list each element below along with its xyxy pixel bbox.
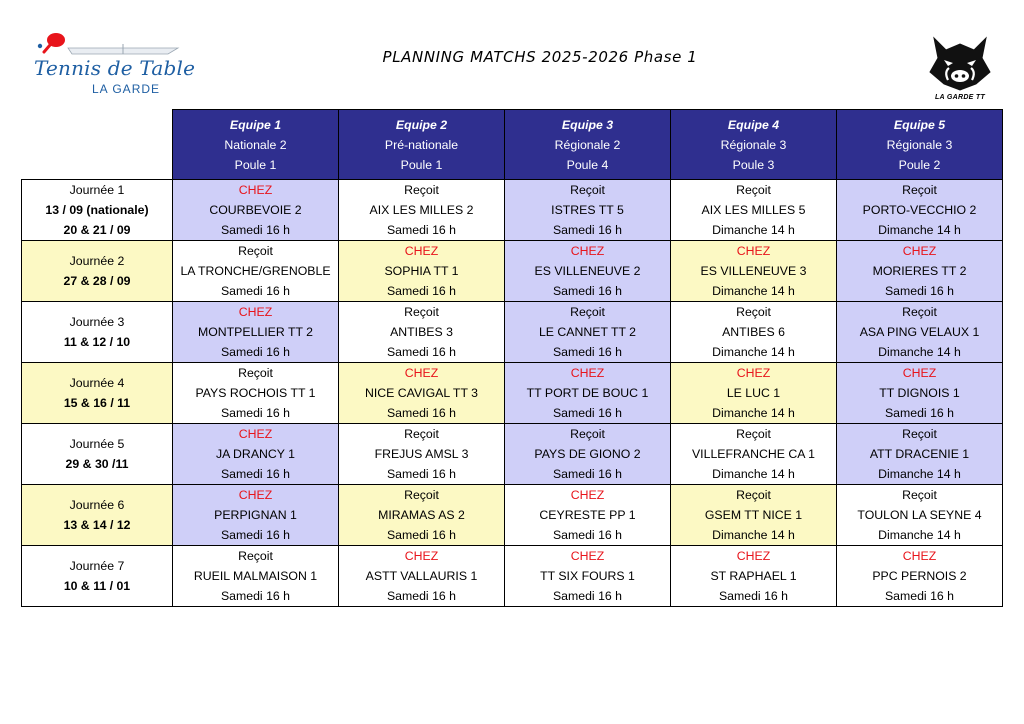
match-time: Samedi 16 h [386, 345, 457, 359]
match-time: Dimanche 14 h [878, 345, 961, 359]
team-division: Régionale 3 [720, 137, 787, 152]
match-opponent: MONTPELLIER TT 2 [197, 325, 314, 339]
match-cell [671, 546, 837, 607]
match-status: Reçoit [238, 244, 273, 258]
match-cell [505, 424, 671, 485]
match-cell [837, 302, 1003, 363]
match-time: Samedi 16 h [552, 284, 623, 298]
match-status: Reçoit [736, 488, 771, 502]
match-cell [505, 485, 671, 546]
journee-cell [22, 302, 173, 363]
match-cell [339, 241, 505, 302]
match-time: Samedi 16 h [884, 406, 955, 420]
match-time: Samedi 16 h [220, 406, 291, 420]
journee-label: Journée 3 [69, 315, 125, 329]
journee-row [22, 180, 1003, 241]
journee-cell [22, 180, 173, 241]
match-opponent: ATT DRACENIE 1 [869, 447, 970, 461]
match-cell [339, 180, 505, 241]
journee-date: 20 & 21 / 09 [63, 223, 131, 237]
team-header [505, 110, 671, 180]
match-status: Reçoit [404, 427, 439, 441]
match-status: Reçoit [902, 305, 937, 319]
match-status: Reçoit [570, 427, 605, 441]
match-time: Samedi 16 h [220, 284, 291, 298]
club-logo [28, 30, 198, 100]
corner-cell [22, 110, 173, 180]
match-cell [671, 241, 837, 302]
match-opponent: PAYS DE GIONO 2 [534, 447, 641, 461]
match-cell [173, 546, 339, 607]
match-opponent: AIX LES MILLES 2 [369, 203, 474, 217]
match-status: CHEZ [404, 244, 439, 258]
team-header [339, 110, 505, 180]
journee-row [22, 241, 1003, 302]
match-time: Samedi 16 h [220, 345, 291, 359]
match-time: Samedi 16 h [386, 406, 457, 420]
match-cell [339, 363, 505, 424]
journee-date: 10 & 11 / 01 [63, 579, 131, 593]
match-opponent: TT SIX FOURS 1 [540, 569, 635, 583]
match-status: Reçoit [404, 183, 439, 197]
match-status: CHEZ [238, 427, 273, 441]
match-opponent: TT PORT DE BOUC 1 [526, 386, 649, 400]
match-cell [339, 546, 505, 607]
match-cell [173, 424, 339, 485]
match-time: Dimanche 14 h [712, 467, 795, 481]
match-time: Dimanche 14 h [712, 223, 795, 237]
match-opponent: FREJUS AMSL 3 [374, 447, 469, 461]
match-opponent: NICE CAVIGAL TT 3 [365, 386, 478, 400]
match-time: Samedi 16 h [552, 406, 623, 420]
match-time: Samedi 16 h [884, 589, 955, 603]
match-status: CHEZ [902, 244, 937, 258]
journee-cell [22, 363, 173, 424]
page-title: PLANNING MATCHS 2025-2026 Phase 1 [382, 48, 698, 66]
match-time: Samedi 16 h [386, 284, 457, 298]
match-opponent: PORTO-VECCHIO 2 [862, 203, 977, 217]
journee-date: 13 / 09 (nationale) [45, 203, 149, 217]
match-time: Dimanche 14 h [878, 528, 961, 542]
match-opponent: ES VILLENEUVE 3 [700, 264, 807, 278]
match-opponent: VILLEFRANCHE CA 1 [691, 447, 815, 461]
match-cell [837, 363, 1003, 424]
match-status: Reçoit [736, 305, 771, 319]
match-cell [339, 424, 505, 485]
team-name: Equipe 3 [561, 117, 614, 132]
match-status: Reçoit [404, 488, 439, 502]
match-cell [837, 546, 1003, 607]
match-status: CHEZ [238, 183, 273, 197]
boar-head-icon [920, 32, 1000, 94]
journee-label: Journée 4 [69, 376, 125, 390]
match-cell [339, 302, 505, 363]
team-division: Nationale 2 [224, 137, 287, 152]
match-cell [837, 180, 1003, 241]
match-time: Samedi 16 h [718, 589, 789, 603]
team-header [671, 110, 837, 180]
match-time: Dimanche 14 h [712, 406, 795, 420]
match-time: Samedi 16 h [552, 223, 623, 237]
match-opponent: COURBEVOIE 2 [209, 203, 302, 217]
match-time: Samedi 16 h [220, 589, 291, 603]
match-opponent: JA DRANCY 1 [215, 447, 296, 461]
match-status: Reçoit [404, 305, 439, 319]
match-time: Samedi 16 h [552, 528, 623, 542]
match-cell [505, 546, 671, 607]
match-cell [339, 485, 505, 546]
journee-label: Journée 2 [69, 254, 125, 268]
journee-label: Journée 5 [69, 437, 125, 451]
match-status: CHEZ [238, 488, 273, 502]
journee-date: 13 & 14 / 12 [63, 518, 131, 532]
match-opponent: ASA PING VELAUX 1 [859, 325, 980, 339]
match-opponent: SOPHIA TT 1 [384, 264, 459, 278]
club-mascot-caption: LA GARDE TT [934, 94, 986, 101]
journee-label: Journée 6 [69, 498, 125, 512]
match-time: Samedi 16 h [220, 223, 291, 237]
journee-row [22, 546, 1003, 607]
journee-date: 11 & 12 / 10 [63, 335, 131, 349]
match-time: Samedi 16 h [386, 467, 457, 481]
club-logo-sub: LA GARDE [92, 82, 161, 96]
team-header-row [22, 110, 1003, 180]
match-time: Samedi 16 h [386, 589, 457, 603]
match-opponent: ST RAPHAEL 1 [710, 569, 797, 583]
match-status: CHEZ [902, 366, 937, 380]
team-poule: Poule 1 [234, 157, 277, 172]
match-opponent: PERPIGNAN 1 [214, 508, 297, 522]
match-status: CHEZ [404, 549, 439, 563]
match-time: Dimanche 14 h [712, 345, 795, 359]
club-logo-name: Tennis de Table [34, 56, 196, 80]
match-cell [505, 302, 671, 363]
planning-table [21, 109, 1003, 607]
team-name: Equipe 4 [727, 117, 780, 132]
team-header [173, 110, 339, 180]
match-status: Reçoit [902, 427, 937, 441]
journee-row [22, 485, 1003, 546]
match-status: CHEZ [570, 488, 605, 502]
match-cell [671, 302, 837, 363]
match-time: Samedi 16 h [220, 528, 291, 542]
match-status: Reçoit [902, 488, 937, 502]
team-division: Régionale 3 [886, 137, 953, 152]
match-opponent: LE LUC 1 [726, 386, 781, 400]
match-opponent: MIRAMAS AS 2 [378, 508, 465, 522]
match-time: Samedi 16 h [552, 589, 623, 603]
match-status: CHEZ [238, 305, 273, 319]
match-cell [837, 424, 1003, 485]
match-time: Dimanche 14 h [712, 528, 795, 542]
journee-row [22, 424, 1003, 485]
team-division: Pré-nationale [384, 137, 459, 152]
team-header [837, 110, 1003, 180]
match-cell [671, 485, 837, 546]
team-name: Equipe 5 [893, 117, 946, 132]
match-cell [173, 241, 339, 302]
match-cell [671, 363, 837, 424]
match-status: Reçoit [736, 183, 771, 197]
match-opponent: ES VILLENEUVE 2 [534, 264, 641, 278]
journee-date: 27 & 28 / 09 [63, 274, 131, 288]
match-opponent: CEYRESTE PP 1 [539, 508, 636, 522]
match-cell [173, 180, 339, 241]
match-status: Reçoit [902, 183, 937, 197]
match-status: CHEZ [902, 549, 937, 563]
journee-cell [22, 485, 173, 546]
team-poule: Poule 1 [400, 157, 443, 172]
match-status: CHEZ [736, 244, 771, 258]
match-opponent: PPC PERNOIS 2 [872, 569, 967, 583]
match-time: Samedi 16 h [220, 467, 291, 481]
match-status: CHEZ [736, 549, 771, 563]
match-time: Samedi 16 h [386, 223, 457, 237]
match-status: Reçoit [238, 549, 273, 563]
journee-label: Journée 7 [69, 559, 125, 573]
journee-row [22, 363, 1003, 424]
team-poule: Poule 4 [566, 157, 609, 172]
match-opponent: PAYS ROCHOIS TT 1 [195, 386, 316, 400]
match-cell [837, 241, 1003, 302]
match-opponent: ISTRES TT 5 [551, 203, 624, 217]
match-time: Samedi 16 h [884, 284, 955, 298]
match-opponent: LE CANNET TT 2 [538, 325, 637, 339]
journee-cell [22, 546, 173, 607]
match-status: Reçoit [736, 427, 771, 441]
match-time: Dimanche 14 h [712, 284, 795, 298]
match-opponent: RUEIL MALMAISON 1 [193, 569, 318, 583]
team-name: Equipe 1 [229, 117, 282, 132]
match-time: Dimanche 14 h [878, 223, 961, 237]
match-opponent: ANTIBES 3 [390, 325, 453, 339]
match-cell [671, 424, 837, 485]
match-opponent: TT DIGNOIS 1 [879, 386, 960, 400]
match-cell [173, 485, 339, 546]
match-time: Dimanche 14 h [878, 467, 961, 481]
journee-date: 29 & 30 /11 [65, 457, 129, 471]
journee-cell [22, 241, 173, 302]
match-status: CHEZ [736, 366, 771, 380]
team-name: Equipe 2 [395, 117, 448, 132]
match-cell [505, 363, 671, 424]
match-status: CHEZ [404, 366, 439, 380]
match-cell [505, 180, 671, 241]
match-cell [173, 302, 339, 363]
journee-cell [22, 424, 173, 485]
match-cell [505, 241, 671, 302]
journee-row [22, 302, 1003, 363]
team-division: Régionale 2 [554, 137, 621, 152]
match-status: Reçoit [238, 366, 273, 380]
match-cell [837, 485, 1003, 546]
match-status: Reçoit [570, 183, 605, 197]
match-time: Samedi 16 h [386, 528, 457, 542]
match-status: CHEZ [570, 244, 605, 258]
match-cell [173, 363, 339, 424]
match-status: CHEZ [570, 366, 605, 380]
match-opponent: LA TRONCHE/GRENOBLE [180, 264, 331, 278]
match-opponent: MORIERES TT 2 [872, 264, 967, 278]
match-opponent: ASTT VALLAURIS 1 [365, 569, 478, 583]
match-time: Samedi 16 h [552, 467, 623, 481]
club-mascot-logo [920, 32, 1000, 104]
match-status: CHEZ [570, 549, 605, 563]
team-poule: Poule 3 [732, 157, 775, 172]
journee-label: Journée 1 [69, 183, 125, 197]
match-opponent: AIX LES MILLES 5 [701, 203, 806, 217]
match-opponent: GSEM TT NICE 1 [704, 508, 803, 522]
team-poule: Poule 2 [898, 157, 941, 172]
match-status: Reçoit [570, 305, 605, 319]
match-time: Samedi 16 h [552, 345, 623, 359]
match-cell [671, 180, 837, 241]
match-opponent: TOULON LA SEYNE 4 [857, 508, 982, 522]
match-opponent: ANTIBES 6 [722, 325, 785, 339]
journee-date: 15 & 16 / 11 [63, 396, 131, 410]
